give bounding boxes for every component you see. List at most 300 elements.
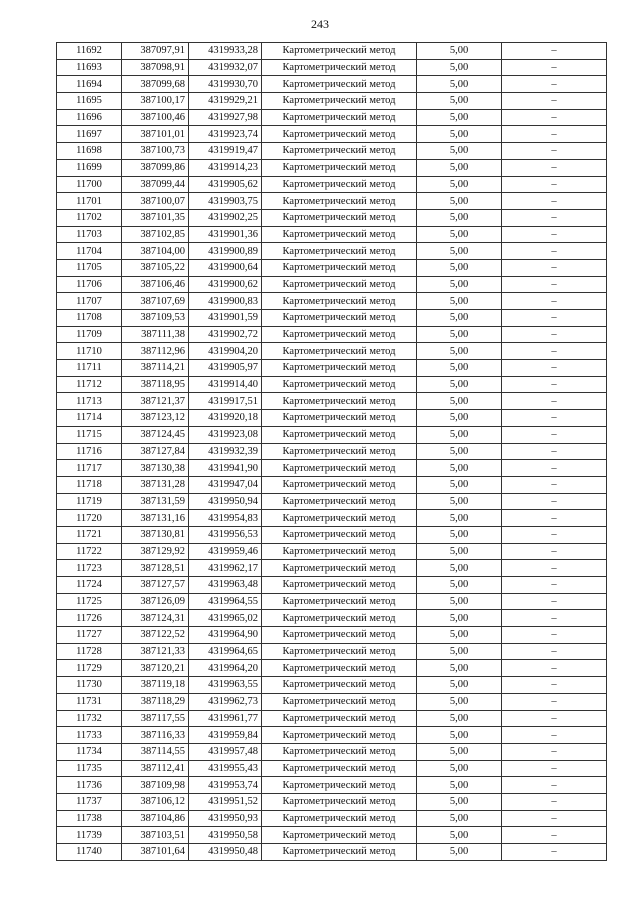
point-number-cell: 11711	[57, 360, 122, 377]
table-row	[57, 143, 607, 160]
point-number-cell: 11695	[57, 93, 122, 110]
accuracy-cell: 5,00	[417, 76, 502, 93]
description-cell: –	[502, 76, 607, 93]
x-coordinate-cell: 387130,81	[122, 526, 189, 543]
table-row	[57, 677, 607, 694]
method-cell: Картометрический метод	[262, 827, 417, 844]
method-cell: Картометрический метод	[262, 93, 417, 110]
x-coordinate-cell: 387101,35	[122, 209, 189, 226]
y-coordinate-cell: 4319900,83	[189, 293, 262, 310]
y-coordinate-cell: 4319950,93	[189, 810, 262, 827]
point-number-cell: 11714	[57, 410, 122, 427]
x-coordinate-cell: 387112,96	[122, 343, 189, 360]
y-coordinate-cell: 4319905,62	[189, 176, 262, 193]
table-row	[57, 793, 607, 810]
y-coordinate-cell: 4319900,64	[189, 259, 262, 276]
x-coordinate-cell: 387101,64	[122, 844, 189, 861]
method-cell: Картометрический метод	[262, 593, 417, 610]
table-row	[57, 543, 607, 560]
table-row	[57, 827, 607, 844]
method-cell: Картометрический метод	[262, 376, 417, 393]
accuracy-cell: 5,00	[417, 276, 502, 293]
description-cell: –	[502, 577, 607, 594]
point-number-cell: 11705	[57, 259, 122, 276]
table-row	[57, 293, 607, 310]
accuracy-cell: 5,00	[417, 476, 502, 493]
method-cell: Картометрический метод	[262, 176, 417, 193]
table-row	[57, 476, 607, 493]
description-cell: –	[502, 510, 607, 527]
x-coordinate-cell: 387114,55	[122, 743, 189, 760]
point-number-cell: 11727	[57, 627, 122, 644]
accuracy-cell: 5,00	[417, 426, 502, 443]
description-cell: –	[502, 627, 607, 644]
accuracy-cell: 5,00	[417, 93, 502, 110]
accuracy-cell: 5,00	[417, 360, 502, 377]
point-number-cell: 11710	[57, 343, 122, 360]
table-row	[57, 226, 607, 243]
point-number-cell: 11719	[57, 493, 122, 510]
y-coordinate-cell: 4319941,90	[189, 460, 262, 477]
y-coordinate-cell: 4319964,55	[189, 593, 262, 610]
accuracy-cell: 5,00	[417, 326, 502, 343]
y-coordinate-cell: 4319951,52	[189, 793, 262, 810]
accuracy-cell: 5,00	[417, 259, 502, 276]
point-number-cell: 11740	[57, 844, 122, 861]
method-cell: Картометрический метод	[262, 543, 417, 560]
x-coordinate-cell: 387104,86	[122, 810, 189, 827]
table-row	[57, 76, 607, 93]
table-row	[57, 243, 607, 260]
accuracy-cell: 5,00	[417, 460, 502, 477]
description-cell: –	[502, 159, 607, 176]
description-cell: –	[502, 59, 607, 76]
method-cell: Картометрический метод	[262, 476, 417, 493]
point-number-cell: 11731	[57, 693, 122, 710]
table-row	[57, 777, 607, 794]
x-coordinate-cell: 387100,17	[122, 93, 189, 110]
description-cell: –	[502, 43, 607, 60]
method-cell: Картометрический метод	[262, 760, 417, 777]
x-coordinate-cell: 387121,33	[122, 643, 189, 660]
point-number-cell: 11692	[57, 43, 122, 60]
x-coordinate-cell: 387100,73	[122, 143, 189, 160]
description-cell: –	[502, 476, 607, 493]
table-row	[57, 193, 607, 210]
accuracy-cell: 5,00	[417, 627, 502, 644]
x-coordinate-cell: 387116,33	[122, 727, 189, 744]
point-number-cell: 11721	[57, 526, 122, 543]
x-coordinate-cell: 387114,21	[122, 360, 189, 377]
x-coordinate-cell: 387109,98	[122, 777, 189, 794]
table-row	[57, 126, 607, 143]
table-row	[57, 159, 607, 176]
method-cell: Картометрический метод	[262, 710, 417, 727]
x-coordinate-cell: 387122,52	[122, 627, 189, 644]
method-cell: Картометрический метод	[262, 693, 417, 710]
y-coordinate-cell: 4319901,36	[189, 226, 262, 243]
y-coordinate-cell: 4319923,74	[189, 126, 262, 143]
y-coordinate-cell: 4319965,02	[189, 610, 262, 627]
x-coordinate-cell: 387127,57	[122, 577, 189, 594]
description-cell: –	[502, 593, 607, 610]
point-number-cell: 11725	[57, 593, 122, 610]
description-cell: –	[502, 376, 607, 393]
table-row	[57, 410, 607, 427]
point-number-cell: 11739	[57, 827, 122, 844]
method-cell: Картометрический метод	[262, 259, 417, 276]
y-coordinate-cell: 4319963,55	[189, 677, 262, 694]
table-row	[57, 59, 607, 76]
point-number-cell: 11715	[57, 426, 122, 443]
page-number: 243	[311, 17, 329, 31]
y-coordinate-cell: 4319903,75	[189, 193, 262, 210]
table-row	[57, 693, 607, 710]
y-coordinate-cell: 4319919,47	[189, 143, 262, 160]
point-number-cell: 11717	[57, 460, 122, 477]
point-number-cell: 11704	[57, 243, 122, 260]
description-cell: –	[502, 810, 607, 827]
x-coordinate-cell: 387107,69	[122, 293, 189, 310]
method-cell: Картометрический метод	[262, 109, 417, 126]
description-cell: –	[502, 493, 607, 510]
accuracy-cell: 5,00	[417, 393, 502, 410]
point-number-cell: 11708	[57, 310, 122, 327]
description-cell: –	[502, 310, 607, 327]
point-number-cell: 11736	[57, 777, 122, 794]
x-coordinate-cell: 387131,16	[122, 510, 189, 527]
accuracy-cell: 5,00	[417, 243, 502, 260]
accuracy-cell: 5,00	[417, 493, 502, 510]
point-number-cell: 11698	[57, 143, 122, 160]
y-coordinate-cell: 4319917,51	[189, 393, 262, 410]
x-coordinate-cell: 387109,53	[122, 310, 189, 327]
description-cell: –	[502, 360, 607, 377]
accuracy-cell: 5,00	[417, 660, 502, 677]
method-cell: Картометрический метод	[262, 643, 417, 660]
point-number-cell: 11713	[57, 393, 122, 410]
method-cell: Картометрический метод	[262, 443, 417, 460]
y-coordinate-cell: 4319930,70	[189, 76, 262, 93]
y-coordinate-cell: 4319961,77	[189, 710, 262, 727]
accuracy-cell: 5,00	[417, 693, 502, 710]
method-cell: Картометрический метод	[262, 510, 417, 527]
description-cell: –	[502, 326, 607, 343]
accuracy-cell: 5,00	[417, 810, 502, 827]
description-cell: –	[502, 410, 607, 427]
y-coordinate-cell: 4319950,48	[189, 844, 262, 861]
accuracy-cell: 5,00	[417, 376, 502, 393]
method-cell: Картометрический метод	[262, 577, 417, 594]
x-coordinate-cell: 387126,09	[122, 593, 189, 610]
table-row	[57, 276, 607, 293]
table-row	[57, 710, 607, 727]
y-coordinate-cell: 4319959,84	[189, 727, 262, 744]
x-coordinate-cell: 387097,91	[122, 43, 189, 60]
y-coordinate-cell: 4319956,53	[189, 526, 262, 543]
accuracy-cell: 5,00	[417, 743, 502, 760]
method-cell: Картометрический метод	[262, 226, 417, 243]
accuracy-cell: 5,00	[417, 710, 502, 727]
table-row	[57, 259, 607, 276]
accuracy-cell: 5,00	[417, 593, 502, 610]
method-cell: Картометрический метод	[262, 526, 417, 543]
accuracy-cell: 5,00	[417, 510, 502, 527]
method-cell: Картометрический метод	[262, 727, 417, 744]
y-coordinate-cell: 4319914,23	[189, 159, 262, 176]
x-coordinate-cell: 387128,51	[122, 560, 189, 577]
table-row	[57, 493, 607, 510]
table-row	[57, 510, 607, 527]
description-cell: –	[502, 560, 607, 577]
point-number-cell: 11724	[57, 577, 122, 594]
table-row	[57, 593, 607, 610]
x-coordinate-cell: 387099,68	[122, 76, 189, 93]
accuracy-cell: 5,00	[417, 176, 502, 193]
point-number-cell: 11707	[57, 293, 122, 310]
x-coordinate-cell: 387099,86	[122, 159, 189, 176]
description-cell: –	[502, 126, 607, 143]
point-number-cell: 11738	[57, 810, 122, 827]
method-cell: Картометрический метод	[262, 677, 417, 694]
description-cell: –	[502, 176, 607, 193]
accuracy-cell: 5,00	[417, 43, 502, 60]
method-cell: Картометрический метод	[262, 410, 417, 427]
coordinates-table	[56, 42, 607, 861]
point-number-cell: 11737	[57, 793, 122, 810]
description-cell: –	[502, 660, 607, 677]
description-cell: –	[502, 610, 607, 627]
point-number-cell: 11701	[57, 193, 122, 210]
method-cell: Картометрический метод	[262, 743, 417, 760]
table-row	[57, 343, 607, 360]
point-number-cell: 11732	[57, 710, 122, 727]
point-number-cell: 11726	[57, 610, 122, 627]
method-cell: Картометрический метод	[262, 209, 417, 226]
accuracy-cell: 5,00	[417, 844, 502, 861]
table-row	[57, 643, 607, 660]
description-cell: –	[502, 109, 607, 126]
method-cell: Картометрический метод	[262, 243, 417, 260]
x-coordinate-cell: 387099,44	[122, 176, 189, 193]
table-row	[57, 810, 607, 827]
table-row	[57, 109, 607, 126]
y-coordinate-cell: 4319914,40	[189, 376, 262, 393]
point-number-cell: 11734	[57, 743, 122, 760]
table-row	[57, 443, 607, 460]
description-cell: –	[502, 193, 607, 210]
description-cell: –	[502, 727, 607, 744]
x-coordinate-cell: 387121,37	[122, 393, 189, 410]
accuracy-cell: 5,00	[417, 159, 502, 176]
y-coordinate-cell: 4319902,25	[189, 209, 262, 226]
x-coordinate-cell: 387131,59	[122, 493, 189, 510]
method-cell: Картометрический метод	[262, 310, 417, 327]
method-cell: Картометрический метод	[262, 293, 417, 310]
accuracy-cell: 5,00	[417, 143, 502, 160]
accuracy-cell: 5,00	[417, 209, 502, 226]
y-coordinate-cell: 4319953,74	[189, 777, 262, 794]
y-coordinate-cell: 4319959,46	[189, 543, 262, 560]
description-cell: –	[502, 743, 607, 760]
point-number-cell: 11733	[57, 727, 122, 744]
accuracy-cell: 5,00	[417, 310, 502, 327]
method-cell: Картометрический метод	[262, 59, 417, 76]
y-coordinate-cell: 4319963,48	[189, 577, 262, 594]
point-number-cell: 11729	[57, 660, 122, 677]
table-row	[57, 376, 607, 393]
y-coordinate-cell: 4319955,43	[189, 760, 262, 777]
table-row	[57, 209, 607, 226]
method-cell: Картометрический метод	[262, 393, 417, 410]
description-cell: –	[502, 393, 607, 410]
accuracy-cell: 5,00	[417, 526, 502, 543]
accuracy-cell: 5,00	[417, 443, 502, 460]
x-coordinate-cell: 387130,38	[122, 460, 189, 477]
y-coordinate-cell: 4319947,04	[189, 476, 262, 493]
description-cell: –	[502, 293, 607, 310]
description-cell: –	[502, 93, 607, 110]
method-cell: Картометрический метод	[262, 793, 417, 810]
y-coordinate-cell: 4319923,08	[189, 426, 262, 443]
y-coordinate-cell: 4319950,58	[189, 827, 262, 844]
table-row	[57, 93, 607, 110]
y-coordinate-cell: 4319927,98	[189, 109, 262, 126]
y-coordinate-cell: 4319964,20	[189, 660, 262, 677]
y-coordinate-cell: 4319904,20	[189, 343, 262, 360]
x-coordinate-cell: 387123,12	[122, 410, 189, 427]
x-coordinate-cell: 387112,41	[122, 760, 189, 777]
method-cell: Картометрический метод	[262, 326, 417, 343]
y-coordinate-cell: 4319964,65	[189, 643, 262, 660]
table-row	[57, 393, 607, 410]
method-cell: Картометрический метод	[262, 143, 417, 160]
y-coordinate-cell: 4319957,48	[189, 743, 262, 760]
method-cell: Картометрический метод	[262, 276, 417, 293]
x-coordinate-cell: 387129,92	[122, 543, 189, 560]
description-cell: –	[502, 526, 607, 543]
y-coordinate-cell: 4319950,94	[189, 493, 262, 510]
method-cell: Картометрический метод	[262, 360, 417, 377]
table-row	[57, 743, 607, 760]
method-cell: Картометрический метод	[262, 627, 417, 644]
table-row	[57, 727, 607, 744]
method-cell: Картометрический метод	[262, 610, 417, 627]
accuracy-cell: 5,00	[417, 677, 502, 694]
point-number-cell: 11720	[57, 510, 122, 527]
y-coordinate-cell: 4319964,90	[189, 627, 262, 644]
x-coordinate-cell: 387098,91	[122, 59, 189, 76]
method-cell: Картометрический метод	[262, 76, 417, 93]
point-number-cell: 11697	[57, 126, 122, 143]
point-number-cell: 11718	[57, 476, 122, 493]
x-coordinate-cell: 387106,12	[122, 793, 189, 810]
accuracy-cell: 5,00	[417, 643, 502, 660]
description-cell: –	[502, 209, 607, 226]
method-cell: Картометрический метод	[262, 560, 417, 577]
x-coordinate-cell: 387124,31	[122, 610, 189, 627]
point-number-cell: 11712	[57, 376, 122, 393]
method-cell: Картометрический метод	[262, 460, 417, 477]
point-number-cell: 11730	[57, 677, 122, 694]
accuracy-cell: 5,00	[417, 193, 502, 210]
method-cell: Картометрический метод	[262, 777, 417, 794]
accuracy-cell: 5,00	[417, 293, 502, 310]
x-coordinate-cell: 387106,46	[122, 276, 189, 293]
x-coordinate-cell: 387101,01	[122, 126, 189, 143]
point-number-cell: 11694	[57, 76, 122, 93]
method-cell: Картометрический метод	[262, 159, 417, 176]
accuracy-cell: 5,00	[417, 343, 502, 360]
x-coordinate-cell: 387127,84	[122, 443, 189, 460]
x-coordinate-cell: 387118,95	[122, 376, 189, 393]
x-coordinate-cell: 387118,29	[122, 693, 189, 710]
y-coordinate-cell: 4319902,72	[189, 326, 262, 343]
description-cell: –	[502, 793, 607, 810]
x-coordinate-cell: 387103,51	[122, 827, 189, 844]
y-coordinate-cell: 4319929,21	[189, 93, 262, 110]
x-coordinate-cell: 387119,18	[122, 677, 189, 694]
method-cell: Картометрический метод	[262, 43, 417, 60]
accuracy-cell: 5,00	[417, 226, 502, 243]
method-cell: Картометрический метод	[262, 810, 417, 827]
table-row	[57, 326, 607, 343]
point-number-cell: 11709	[57, 326, 122, 343]
x-coordinate-cell: 387120,21	[122, 660, 189, 677]
y-coordinate-cell: 4319962,17	[189, 560, 262, 577]
point-number-cell: 11723	[57, 560, 122, 577]
accuracy-cell: 5,00	[417, 727, 502, 744]
accuracy-cell: 5,00	[417, 827, 502, 844]
x-coordinate-cell: 387102,85	[122, 226, 189, 243]
point-number-cell: 11700	[57, 176, 122, 193]
description-cell: –	[502, 443, 607, 460]
y-coordinate-cell: 4319962,73	[189, 693, 262, 710]
y-coordinate-cell: 4319901,59	[189, 310, 262, 327]
accuracy-cell: 5,00	[417, 560, 502, 577]
point-number-cell: 11728	[57, 643, 122, 660]
description-cell: –	[502, 343, 607, 360]
y-coordinate-cell: 4319932,07	[189, 59, 262, 76]
point-number-cell: 11696	[57, 109, 122, 126]
point-number-cell: 11735	[57, 760, 122, 777]
y-coordinate-cell: 4319900,89	[189, 243, 262, 260]
description-cell: –	[502, 543, 607, 560]
table-row	[57, 310, 607, 327]
table-row	[57, 460, 607, 477]
description-cell: –	[502, 259, 607, 276]
method-cell: Картометрический метод	[262, 193, 417, 210]
point-number-cell: 11693	[57, 59, 122, 76]
method-cell: Картометрический метод	[262, 126, 417, 143]
description-cell: –	[502, 226, 607, 243]
accuracy-cell: 5,00	[417, 543, 502, 560]
table-row	[57, 360, 607, 377]
y-coordinate-cell: 4319920,18	[189, 410, 262, 427]
method-cell: Картометрический метод	[262, 343, 417, 360]
point-number-cell: 11703	[57, 226, 122, 243]
description-cell: –	[502, 426, 607, 443]
description-cell: –	[502, 760, 607, 777]
method-cell: Картометрический метод	[262, 426, 417, 443]
description-cell: –	[502, 643, 607, 660]
description-cell: –	[502, 710, 607, 727]
y-coordinate-cell: 4319900,62	[189, 276, 262, 293]
method-cell: Картометрический метод	[262, 493, 417, 510]
accuracy-cell: 5,00	[417, 109, 502, 126]
description-cell: –	[502, 827, 607, 844]
accuracy-cell: 5,00	[417, 59, 502, 76]
